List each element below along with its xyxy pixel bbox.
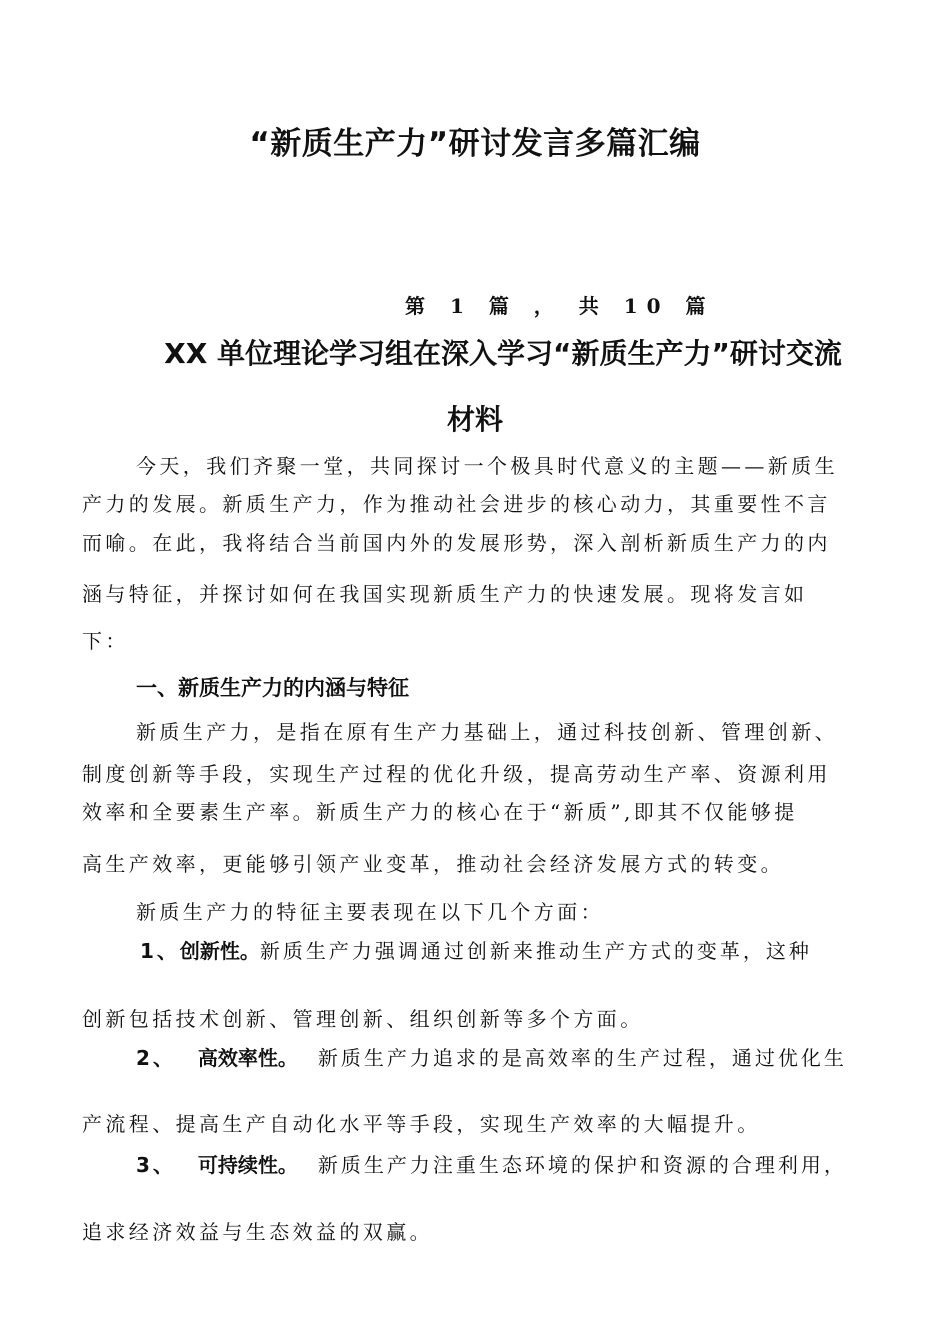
feature-keyword: 创新性。 bbox=[179, 939, 260, 963]
intro-line-3: 而喻。在此，我将结合当前国内外的发展形势，深入剖析新质生产力的内 bbox=[82, 531, 831, 555]
document-title: “新质生产力”研讨发言多篇汇编 bbox=[249, 126, 701, 162]
feature-number: 1、 bbox=[140, 939, 180, 963]
feature-3-second-line: 追求经济效益与生态效益的双赢。 bbox=[82, 1220, 433, 1244]
feature-number: 3、 bbox=[136, 1153, 176, 1177]
features-intro: 新质生产力的特征主要表现在以下几个方面： bbox=[136, 900, 604, 924]
intro-line-2: 产力的发展。新质生产力，作为推动社会进步的核心动力，其重要性不言 bbox=[82, 492, 831, 516]
section-1-line-4: 高生产效率，更能够引领产业变革，推动社会经济发展方式的转变。 bbox=[82, 852, 784, 876]
feature-text: 新质生产力强调通过创新来推动生产方式的变革，这种 bbox=[259, 939, 812, 963]
feature-text: 新质生产力注重生态环境的保护和资源的合理利用， bbox=[317, 1153, 847, 1177]
intro-line-1: 今天，我们齐聚一堂，共同探讨一个极具时代意义的主题——新质生 bbox=[136, 454, 838, 478]
feature-text: 新质生产力追求的是高效率的生产过程，通过优化生 bbox=[317, 1046, 847, 1070]
intro-line-5: 下： bbox=[82, 629, 129, 653]
feature-2-second-line: 产流程、提高生产自动化水平等手段，实现生产效率的大幅提升。 bbox=[82, 1112, 761, 1136]
section-1-heading: 一、新质生产力的内涵与特征 bbox=[136, 676, 409, 700]
section-1-line-1: 新质生产力，是指在原有生产力基础上，通过科技创新、管理创新、 bbox=[136, 720, 838, 744]
feature-keyword: 可持续性。 bbox=[197, 1153, 298, 1177]
feature-keyword: 高效率性。 bbox=[197, 1046, 298, 1070]
feature-1-second-line: 创新包括技术创新、管理创新、组织创新等多个方面。 bbox=[82, 1007, 644, 1031]
intro-line-4: 涵与特征，并探讨如何在我国实现新质生产力的快速发展。现将发言如 bbox=[82, 582, 808, 606]
feature-3-first-line bbox=[136, 1149, 847, 1178]
section-1-line-2: 制度创新等手段，实现生产过程的优化升级，提高劳动生产率、资源利用 bbox=[82, 762, 831, 786]
feature-number: 2、 bbox=[136, 1046, 176, 1070]
feature-2-first-line bbox=[136, 1042, 847, 1071]
feature-1-first-line bbox=[140, 935, 812, 964]
article-title-line-2: 材料 bbox=[446, 403, 503, 436]
section-1-line-3: 效率和全要素生产率。新质生产力的核心在于“新质”,即其不仅能够提 bbox=[82, 800, 798, 824]
article-title-line-1: XX 单位理论学习组在深入学习“新质生产力”研讨交流 bbox=[164, 337, 842, 370]
part-label: 第 1 篇 ， 共 10 篇 bbox=[405, 294, 715, 318]
